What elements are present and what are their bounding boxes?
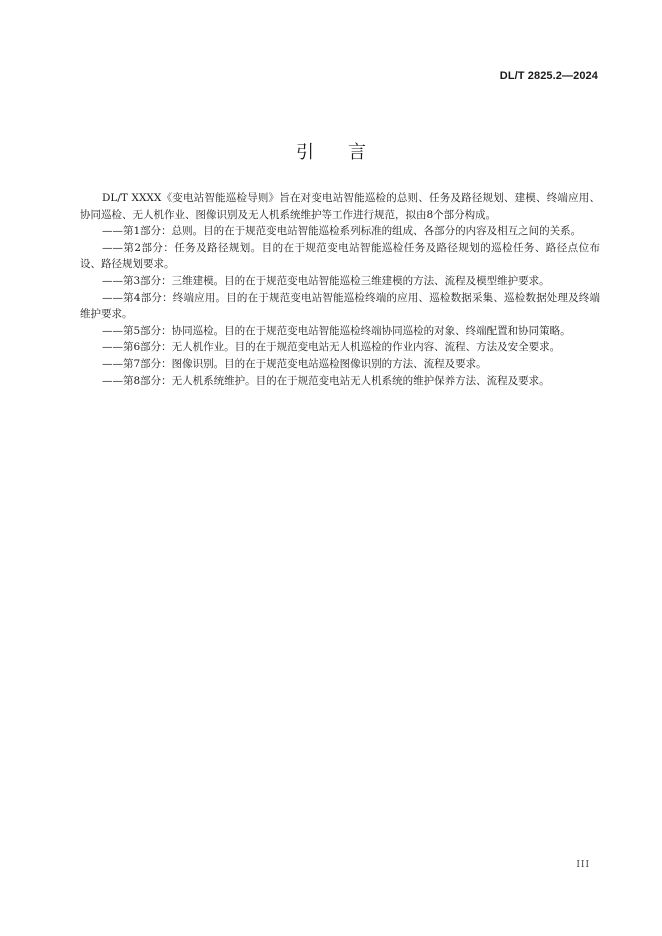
intro-paragraph: DL/T XXXX《变电站智能巡检导则》旨在对变电站智能巡检的总则、任务及路径规划、建模、终端应用、协同巡检、无人机作业、图像识别及无人机系统维护等工作进行规范，拟由8个部分构成。	[80, 192, 600, 221]
part-1-description: ——第1部分：总则。目的在于规范变电站智能巡检系列标准的组成、各部分的内容及相互之间的关系。	[102, 225, 582, 238]
part-6-description: ——第6部分：无人机作业。目的在于规范变电站无人机巡检的作业内容、流程、方法及安全要求。	[102, 341, 561, 354]
standard-code: DL/T 2825.2—2024	[499, 70, 598, 82]
page-number: III	[576, 860, 590, 870]
part-3-description: ——第3部分：三维建模。目的在于规范变电站智能巡检三维建模的方法、流程及模型维护要求。	[102, 274, 550, 287]
introduction-body	[80, 190, 600, 389]
part-4-description: ——第4部分：终端应用。目的在于规范变电站智能巡检终端的应用、巡检数据采集、巡检数据处理及终端维护要求。	[80, 291, 600, 321]
part-7-description: ——第7部分：图像识别。目的在于规范变电站巡检图像识别的方法、流程及要求。	[102, 357, 487, 370]
page-title: 引言	[296, 142, 400, 163]
part-5-description: ——第5部分：协同巡检。目的在于规范变电站智能巡检终端协同巡检的对象、终端配置和协同策略。	[102, 324, 571, 337]
part-2-description: ——第2部分：任务及路径规划。目的在于规范变电站智能巡检任务及路径规划的巡检任务、路径点位布设、路径规划要求。	[80, 241, 600, 271]
part-8-description: ——第8部分：无人机系统维护。目的在于规范变电站无人机系统的维护保养方法、流程及要求。	[102, 374, 550, 387]
